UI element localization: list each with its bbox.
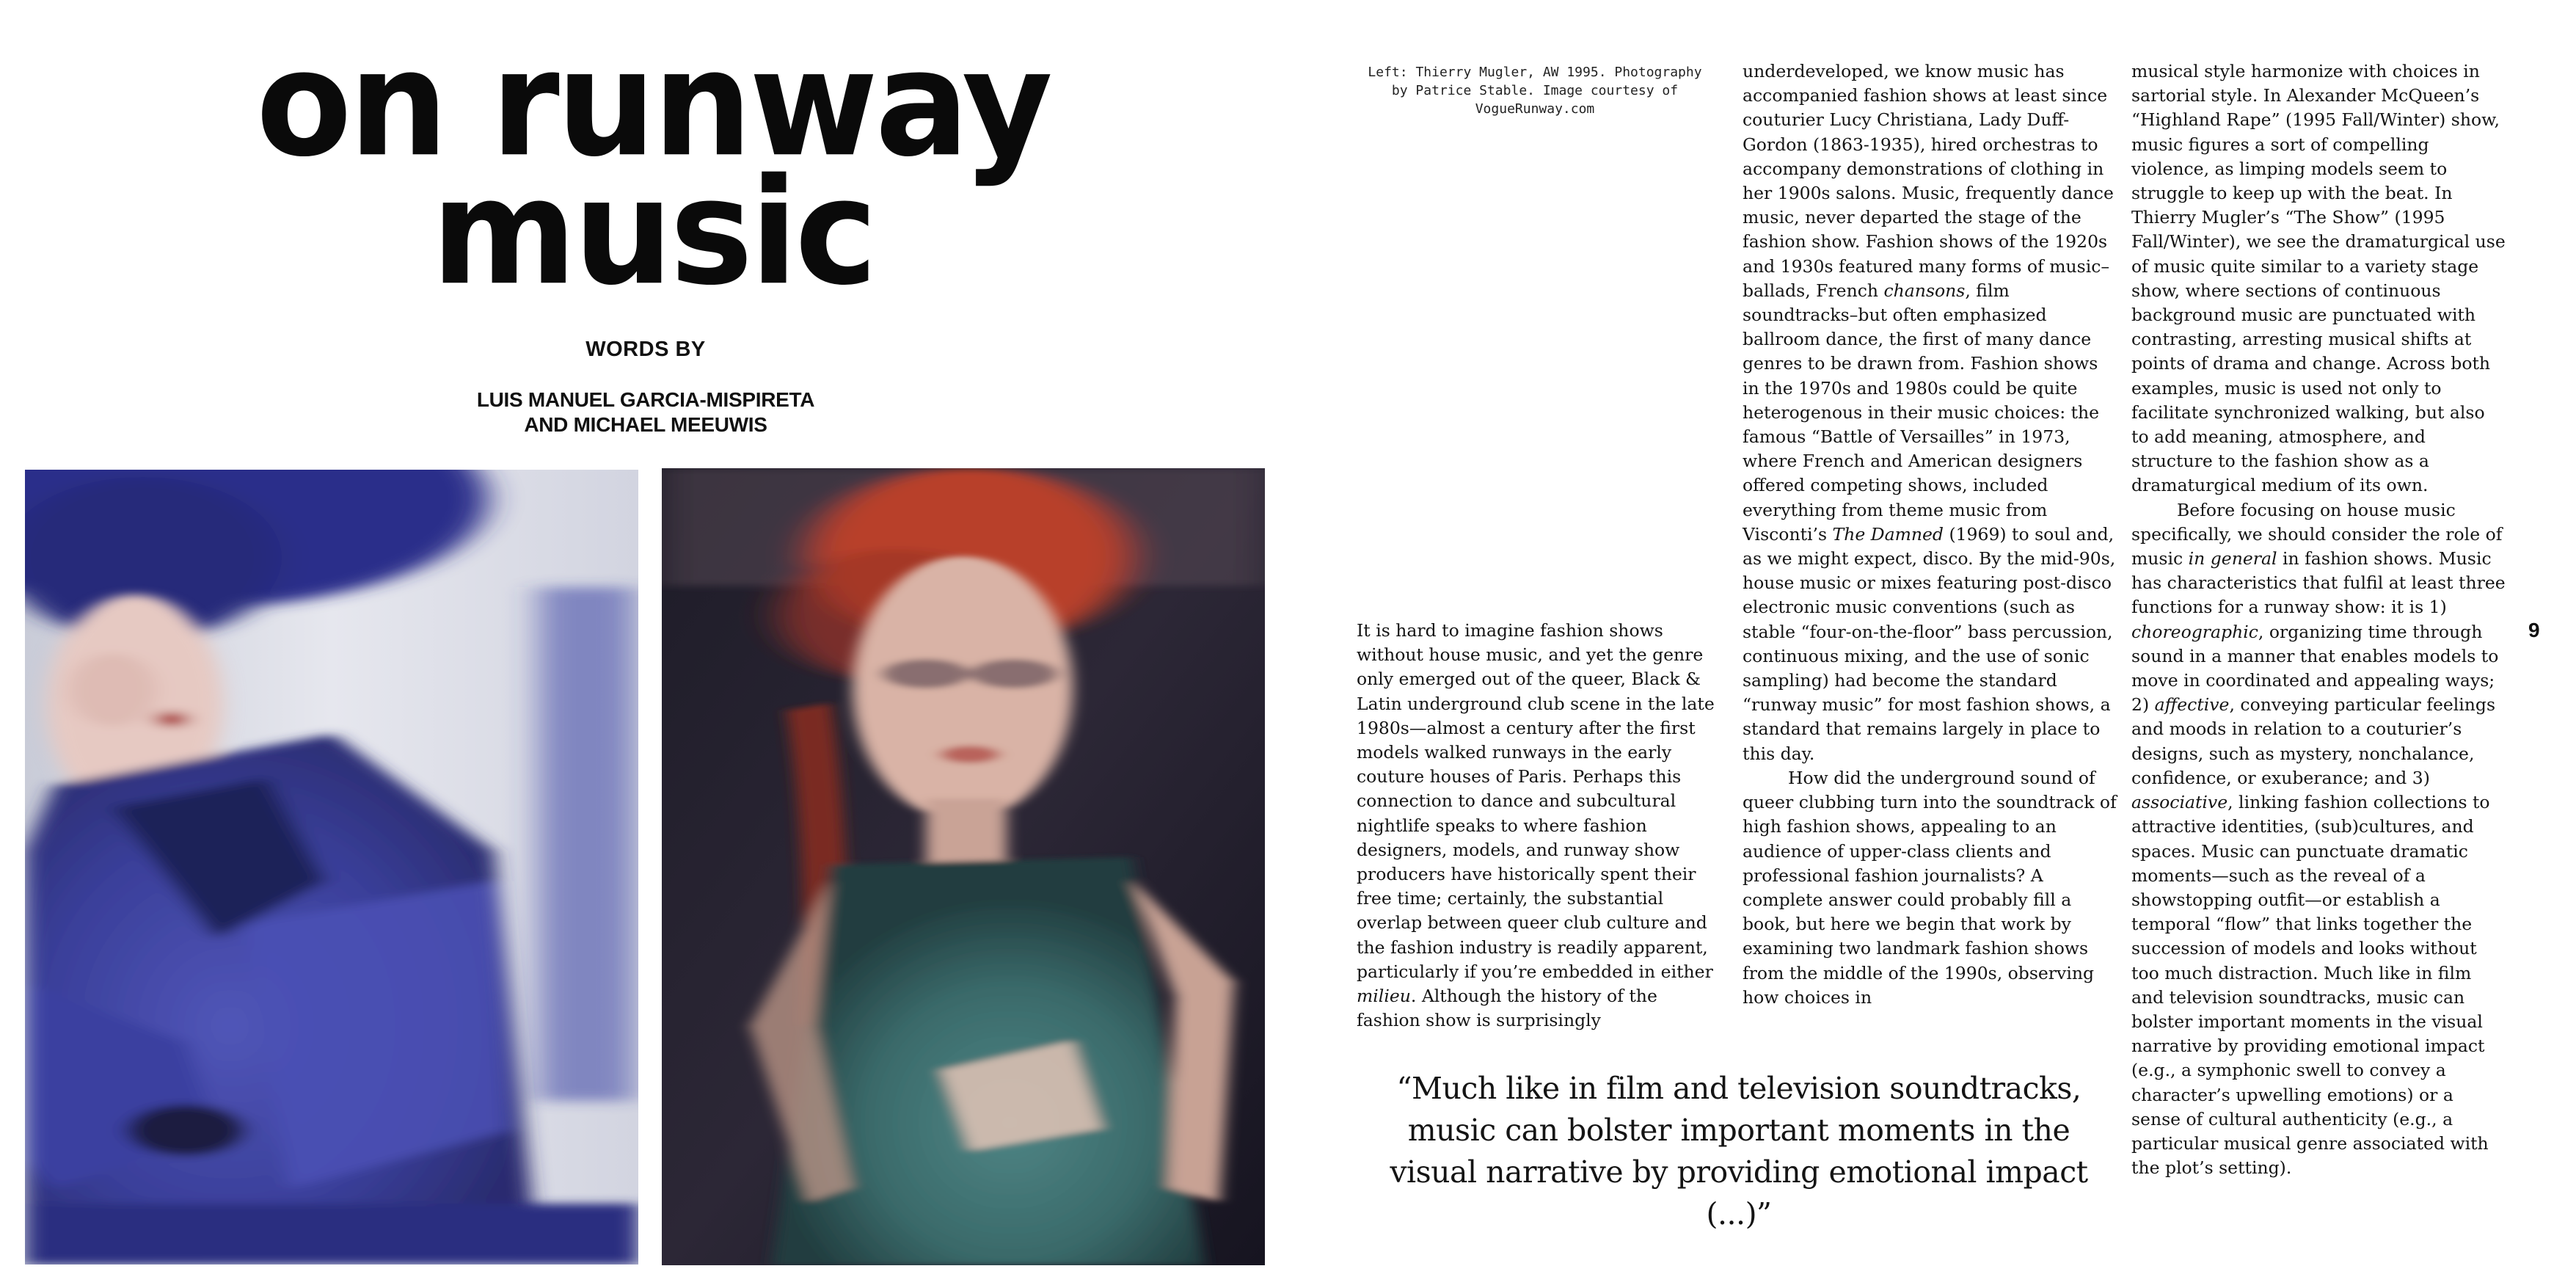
body-column-2 xyxy=(1743,59,2118,1010)
page-number: 9 xyxy=(2528,619,2540,641)
title-line-1: on runway xyxy=(256,18,1050,189)
body-paragraph: Before focusing on house music specifically, we should consider the role of music in general in fashion shows. Music has characteristics that fulfil at least three functions for a runway show: it is 1) choreographic, organizing time through sound in a manner that enables models to move in coordinated and appealing ways; 2) affective, conveying particular feelings and moods in relation to a couturier’s designs, such as mystery, nonchalance, confidence, or exuberance; and 3) associative, linking fashion collections to attractive identities, (sub)cultures, and spaces. Music can punctuate dramatic moments—such as the reveal of a showstopping outfit—or establish a temporal “flow” that links together the succession of models and looks without too much distraction. Much like in film and television soundtracks, music can bolster important moments in the visual narrative by providing emotional impact (e.g., a symphonic swell to convey a character’s upwelling emotions) or a sense of cultural authenticity (e.g., a particular musical genre associated with the plot’s setting). xyxy=(2131,499,2506,1179)
byline-label: WORDS BY xyxy=(585,338,706,361)
author-1: LUIS MANUEL GARCIA-MISPIRETA xyxy=(476,388,815,411)
body-paragraph: musical style harmonize with choices in sartorial style. In Alexander McQueen’s “Highland Rape” (1995 Fall/Winter) show, music figures a sort of compelling violence, as limping models seem to struggle to keep up with the beat. In Thierry Mugler’s “The Show” (1995 Fall/Winter), we see the dramaturgical use of music quite similar to a variety stage show, where sections of continuous background music are punctuated with contrasting, arresting musical shifts at points of drama and change. Across both examples, music is used not only to facilitate synchronized walking, but also to add meaning, atmosphere, and structure to the fashion show as a dramaturgical medium of its own. xyxy=(2131,61,2506,496)
body-column-1 xyxy=(1357,619,1722,1033)
runway-photo-teal xyxy=(662,468,1265,1265)
photo-caption xyxy=(1362,63,1707,118)
article-title xyxy=(169,18,1137,318)
body-column-3 xyxy=(2131,59,2506,1180)
runway-photo-blue xyxy=(25,470,638,1265)
byline-authors xyxy=(337,388,954,437)
body-paragraph: It is hard to imagine fashion shows without house music, and yet the genre only emerged out of the queer, Black & Latin underground club scene in the late 1980s—almost a century after the first models walked runways in the early couture houses of Paris. Perhaps this connection to dance and subcultural nightlife speaks to where fashion designers, models, and runway show producers have historically spent their free time; certainly, the substantial overlap between queer club culture and the fashion industry is readily apparent, particularly if you’re embedded in either milieu. Although the history of the fashion show is surprisingly xyxy=(1357,620,1715,1031)
caption-line-1: Left: Thierry Mugler, AW 1995. Photography xyxy=(1368,65,1702,80)
runway-photo-teal-image xyxy=(662,468,1265,1265)
pull-quote: “Much like in film and television soundtracks, music can bolster important moments in the visual narrative by providing emotional impact (...)” xyxy=(1390,1071,2088,1231)
caption-line-2: by Patrice Stable. Image courtesy of xyxy=(1391,83,1679,98)
body-paragraph: How did the underground sound of queer clubbing turn into the soundtrack of high fashion shows, appealing to an audience of upper-class clients and professional fashion journalists? A complete answer could probably fill a book, but here we begin that work by examining two landmark fashion shows from the middle of the 1990s, observing how choices in xyxy=(1743,767,2117,1008)
author-2: AND MICHAEL MEEUWIS xyxy=(524,413,767,436)
body-paragraph: underdeveloped, we know music has accompanied fashion shows at least since couturier Lucy Christiana, Lady Duff-Gordon (1863-1935), hired orchestras to accompany demonstrations of clothing in her 1900s salons. Music, frequently dance music, never departed the stage of the fashion show. Fashion shows of the 1920s and 1930s featured many forms of music–ballads, French chansons, film soundtracks–but often emphasized ballroom dance, the first of many dance genres to be drawn from. Fashion shows in the 1970s and 1980s could be quite heterogenous in their music choices: the famous “Battle of Versailles” in 1973, where French and American designers offered competing shows, included everything from theme music from Visconti’s The Damned (1969) to soul and, as we might expect, disco. By the mid-90s, house music or mixes featuring post-disco electronic music conventions (such as stable “four-on-the-floor” bass percussion, continuous mixing, and the use of sonic sampling) had become the standard “runway music” for most fashion shows, a standard that remains largely in place to this day. xyxy=(1743,61,2116,764)
title-line-2: music xyxy=(431,147,875,318)
caption-line-3: VogueRunway.com xyxy=(1475,101,1595,117)
runway-photo-blue-image xyxy=(25,470,638,1265)
right-page xyxy=(1288,0,2576,1288)
